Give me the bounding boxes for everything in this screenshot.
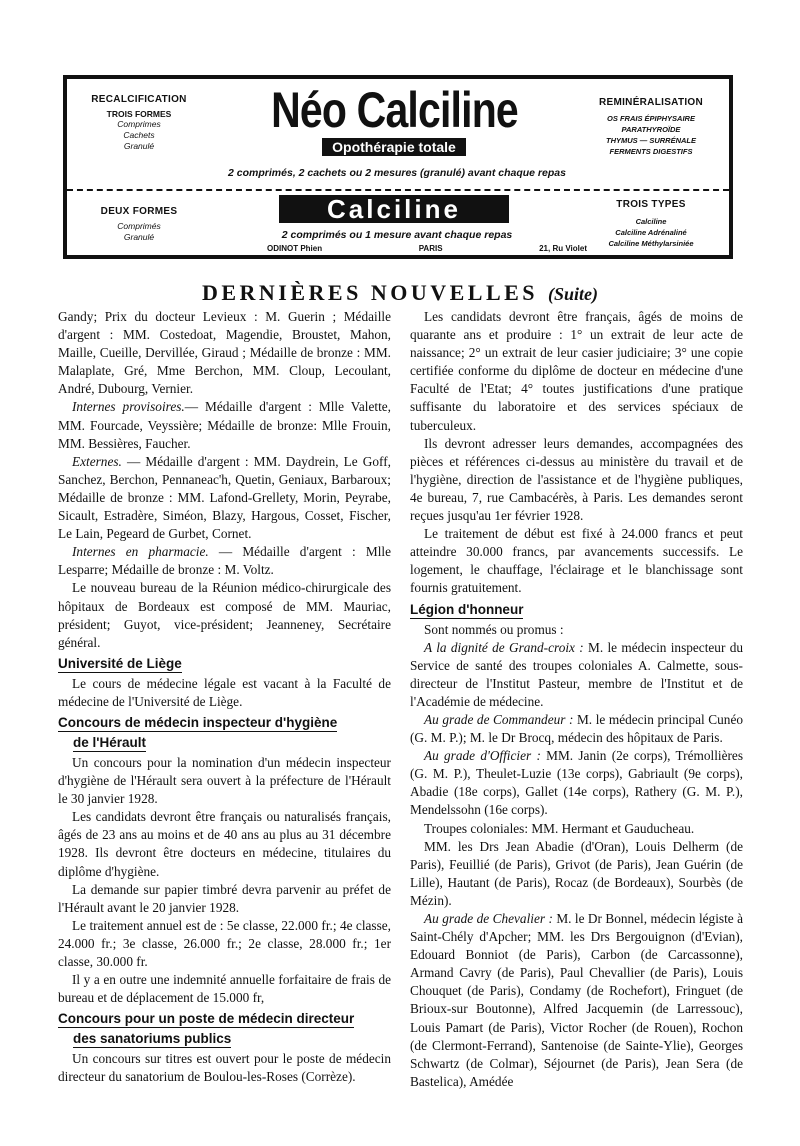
paragraph: Sont nommés ou promus : — [424, 621, 564, 637]
ad-right-top-heading: REMINÉRALISATION — [598, 97, 704, 108]
ad-right-bottom-item: Calciline — [635, 217, 667, 226]
ad-left-top-item: Cachets — [123, 130, 155, 140]
page-title-suite: (Suite) — [548, 284, 599, 304]
ad-right-bottom — [581, 199, 721, 249]
section-heading — [58, 1030, 391, 1048]
section-heading — [410, 601, 743, 619]
ad-right-bottom-item: Calciline Adrénaliné — [615, 228, 687, 237]
paragraph: Un concours pour la nomination d'un médecin inspecteur d'hygiène de l'Hérault sera ouvert à la préfecture de l'Hérault le 30 janvier 1928. — [58, 754, 391, 807]
ad-right-bottom-item: Calciline Méthylarsiniée — [608, 239, 694, 248]
paragraph-label: A la dignité de Grand-croix : — [424, 639, 584, 655]
paragraph-label: Au grade d'Officier : — [424, 748, 541, 764]
ad-left-top-item: Granulé — [123, 141, 155, 151]
ad-right-top-item: OS FRAIS ÉPIPHYSAIRE — [607, 114, 695, 123]
ad-left-top-heading: RECALCIFICATION — [91, 94, 187, 105]
section-heading-text: de l'Hérault — [73, 734, 146, 750]
section-heading — [58, 1010, 391, 1028]
paragraph-label: Au grade de Commandeur : — [424, 711, 574, 727]
ad-right-top-item: FERMENTS DIGESTIFS — [609, 147, 693, 156]
section-heading — [58, 714, 391, 732]
ad-left-top-sub: TROIS FORMES — [106, 109, 172, 119]
paragraph: Le nouveau bureau de la Réunion médico-chirurgicale des hôpitaux de Bordeaux est composé de MM. Mauriac, président; Guyot, vice-président; Jeanneney, Secrétaire général. — [58, 580, 391, 650]
right-column — [410, 308, 743, 1091]
paragraph — [410, 747, 743, 819]
ad-right-bottom-heading: TROIS TYPES — [616, 199, 686, 210]
left-column — [58, 308, 391, 1086]
paragraph: Un concours sur titres est ouvert pour le poste de médecin directeur du sanatorium de Boulou-les-Roses (Corrèze). — [58, 1051, 391, 1085]
paragraph — [410, 910, 743, 1091]
ad-left-top — [75, 94, 203, 152]
ad-left-bottom-item: Granulé — [123, 232, 155, 242]
paragraph: La demande sur papier timbré devra parvenir au préfet de l'Hérault avant le 20 janvier 1928. — [58, 881, 391, 915]
paragraph-label: Au grade de Chevalier : — [424, 911, 553, 926]
ad-left-top-item: Comprimes — [117, 119, 161, 129]
section-heading-text: Légion d'honneur — [410, 601, 524, 617]
paragraph-text: — Médaille d'argent : MM. Daydrein, Le Goff, Sanchez, Berchon, Pennaneac'h, Quetin, Geniaux, Barbaroux; Médaille de bronze : MM. Lafond-Grellety, Morin, Peyrabe, Sicault, Estradère, Siméon, Blazy, Hargous, Cosset, Fischer, Le Lain, Pegeard de Gurbet, Cornet. — [58, 453, 391, 542]
page-title — [0, 280, 800, 306]
paragraph: Troupes coloniales: MM. Hermant et Gauducheau. — [424, 820, 695, 836]
paragraph: Les candidats devront être français ou naturalisés français, âgés de 23 ans au moins et de 40 ans au plus au 31 décembre 1928. Ils devront être docteurs en médecine, titulaires du diplôme d'hygiène. — [58, 809, 391, 879]
ad-address-city: PARIS — [418, 244, 443, 253]
paragraph: Le traitement de début est fixé à 24.000 francs et peut atteindre 30.000 francs, par avancements successifs. Le logement, le chauffage, l'éclairage et le blanchissage sont fournis gratuitement. — [410, 526, 743, 596]
paragraph — [58, 543, 391, 579]
section-heading-text: Concours pour un poste de médecin directeur — [58, 1011, 355, 1027]
paragraph-text: M. le médecin principal Cunéo (G. M. P.); M. le Dr Brocq, médecin des hôpitaux de Paris. — [410, 711, 743, 746]
ad-right-top — [581, 97, 721, 157]
paragraph-label: Internes provisoires. — [72, 399, 185, 415]
section-heading-text: des sanatoriums publics — [73, 1031, 232, 1047]
ad-dosage-line: 2 comprimés, 2 cachets ou 2 mesures (granulé) avant chaque repas — [228, 167, 566, 179]
brand-name: Néo Calciline — [270, 82, 518, 138]
paragraph: Le cours de médecine légale est vacant à la Faculté de médecine de l'Université de Liège. — [58, 675, 391, 709]
paragraph-text: MM. Janin (2e corps), Trémollières (G. M. P.), Theulet-Luzie (13e corps), Gabriault (9e corps), Abadie (18e corps), Gallet (14e corps), Rathery (G. M. P.), Mendelssohn (16e corps). — [410, 748, 743, 818]
paragraph-text: M. le Dr Bonnel, médecin légiste à Saint-Chély d'Apcher; MM. les Drs Bergouignon (d'Evian), Edouard Bonniot (de Paris), Carbon (de Carcassonne), Armand Cavry (de Paris), Paul Chevallier (de Paris), Louis Chouquet (de Paris), Condamy (de Rochefort), Fringuet (de Brioux-sur Boutonne), Alfred Jacquemin (de Larressouc), Louis Pamart (de Paris), Victor Rocher (de Rouen), Rochon (de Clermont-Ferrand), Santenoise (de Sainte-Ylie), Georges Schwartz (de Colmar), Séjournet (de Paris), Jean Sera (de Bastelica), Amédée — [410, 911, 743, 1089]
paragraph — [410, 711, 743, 747]
brand-block — [219, 82, 569, 157]
paragraph: Le traitement annuel est de : 5e classe, 22.000 fr.; 4e classe, 24.000 fr.; 3e classe, 26.000 fr.; 2e classe, 28.000 fr.; 1er classe, 30.000 fr. — [58, 917, 391, 969]
advertisement-box — [63, 75, 733, 259]
paragraph — [410, 639, 743, 711]
paragraph-text: M. le médecin inspecteur du Service de santé des troupes coloniales A. Calmette, sous-directeur de l'Institut Pasteur, membre de l'Institut et de l'Académie de médecine. — [410, 639, 743, 709]
paragraph: Les candidats devront être français, âgés de moins de quarante ans et produire : 1° un extrait de leur acte de naissance; 2° un extrait de leur casier judiciaire; 3° une copie certifiée conforme du diplôme de docteur en médecine d'une Faculté de l'Etat; 4° toutes justifications d'une pratique suffisante du laboratoire et des services spéciaux de tuberculeux. — [410, 309, 743, 433]
paragraph-text: — Médaille d'argent : Mlle Valette, MM. Fourcade, Veyssière; Médaille de bronze: Mlle Frouin, MM. Bessières, Faucher. — [58, 399, 392, 451]
paragraph: Ils devront adresser leurs demandes, accompagnées des pièces et références ci-dessus au ministère du travail et de l'hygiène, direction de l'assistance et de l'hygiène publiques, 4e bureau, 7, rue Cambacérès, à Paris. Les demandes seront reçues jusqu'au 1er février 1928. — [410, 435, 743, 524]
ad-divider — [67, 189, 729, 191]
brand2-name: Calciline — [279, 195, 509, 223]
paragraph: MM. les Drs Jean Abadie (d'Oran), Louis Delherm (de Paris), Feuillié (de Paris), Grivot (de Paris), Jean Guérin (de Lille), Hautant (de Paris), Rocaz (de Bordeaux), Sourbès (de Mézin). — [410, 838, 743, 908]
ad-left-bottom — [75, 206, 203, 243]
ad-right-top-item: THYMUS — SURRÉNALE — [605, 136, 696, 145]
ad-address — [267, 244, 587, 253]
ad-left-bottom-heading: DEUX FORMES — [100, 206, 178, 217]
paragraph — [58, 453, 391, 543]
paragraph — [58, 398, 391, 452]
section-heading — [58, 734, 391, 752]
page-title-text: DERNIÈRES NOUVELLES — [201, 280, 539, 305]
ad-address-name: ODINOT Phien — [267, 244, 323, 253]
section-heading-text: Université de Liège — [58, 655, 182, 671]
paragraph-label: Externes. — [72, 453, 122, 469]
section-heading-text: Concours de médecin inspecteur d'hygiène — [58, 714, 338, 730]
section-heading — [58, 655, 391, 673]
ad-address-street: 21, Ru Violet — [539, 244, 587, 253]
brand-tagline: Opothérapie totale — [322, 138, 466, 156]
paragraph: Gandy; Prix du docteur Levieux : M. Guerin ; Médaille d'argent : MM. Costedoat, Magendie, Broustet, Mahon, Maille, Cueille, Dervillée, Giraud ; Médaille de bronze : MM. Malaplate, Gré, Mme Berchon, MM. Cloup, Lecoulant, André, Dubourg, Vernier. — [58, 309, 391, 397]
ad-dosage-line-2: 2 comprimés ou 1 mesure avant chaque repas — [281, 229, 513, 241]
ad-right-top-item: PARATHYROÏDE — [621, 125, 681, 134]
paragraph: Il y a en outre une indemnité annuelle forfaitaire de frais de bureau et de déplacement de 15.000 fr, — [58, 972, 391, 1006]
paragraph-label: Internes en pharmacie. — [72, 544, 209, 560]
ad-left-bottom-item: Comprimés — [117, 221, 161, 231]
paragraph-text: — Médaille d'argent : Mlle Lesparre; Médaille de bronze : M. Voltz. — [58, 544, 391, 578]
